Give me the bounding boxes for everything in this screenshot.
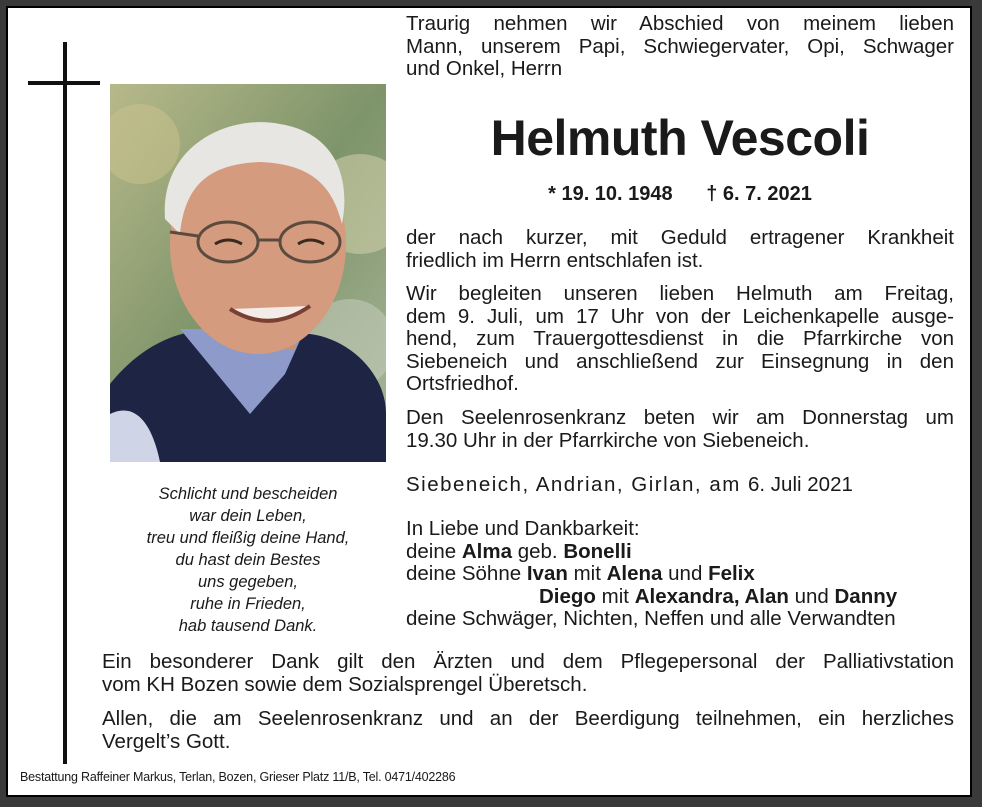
son-name: Diego — [539, 584, 596, 608]
text: deine — [406, 539, 457, 563]
intro-line: Mann, unserem Papi, Schwiegervater, Opi, Schwager — [406, 34, 954, 58]
poem-line: du hast dein Bestes — [175, 551, 321, 569]
text: deine Söhne — [406, 562, 522, 585]
text-line: Siebeneich und anschließend zur Einsegnung in den — [406, 349, 954, 373]
text-line: 19.30 Uhr in der Pfarrkirche von Siebeneich. — [406, 428, 810, 452]
grandchild-name: Danny — [834, 584, 898, 608]
text-line: vom KH Bozen sowie dem Sozialsprengel Überetsch. — [102, 672, 588, 696]
text: geb. — [517, 539, 558, 563]
thanks-paragraph — [102, 708, 954, 753]
date: 6. Juli 2021 — [748, 473, 853, 496]
son-name: Ivan — [526, 562, 568, 585]
relatives-son2 — [406, 586, 954, 609]
portrait-photo — [110, 84, 386, 462]
grandchildren-names: Alexandra, Alan — [634, 584, 789, 608]
text-line: Wir begleiten unseren lieben Helmuth am Freitag, — [406, 282, 954, 305]
relatives-wife — [406, 541, 954, 564]
intro-line: und Onkel, Herrn — [406, 57, 563, 80]
place-date — [406, 474, 954, 497]
maiden-name: Bonelli — [563, 539, 632, 563]
cross-icon — [63, 42, 67, 764]
life-dates — [406, 183, 954, 206]
cross-bar — [28, 81, 100, 85]
poem-line: treu und fleißig deine Hand, — [146, 529, 350, 547]
partner-name: Alena — [606, 562, 663, 585]
funeral-home-footer: Bestattung Raffeiner Markus, Terlan, Bozen, Grieser Platz 11/B, Tel. 0471/402286 — [20, 770, 456, 784]
text: mit — [573, 562, 601, 585]
grandchild-name: Felix — [708, 562, 755, 585]
text-line: Allen, die am Seelenrosenkranz und an der Beerdigung teilnehmen, ein herzliches — [102, 707, 954, 730]
birth-date: * 19. 10. 1948 — [548, 183, 673, 205]
text-line: Ortsfriedhof. — [406, 372, 519, 395]
text-line: dem 9. Juli, um 17 Uhr von der Leichenkapelle ausge- — [406, 304, 954, 328]
text-line: hend, zum Trauergottesdienst in die Pfarrkirche von — [406, 327, 954, 350]
relatives — [406, 518, 954, 631]
deceased-name: Helmuth Vescoli — [490, 110, 870, 166]
death-date: † 6. 7. 2021 — [706, 183, 812, 205]
text-line: friedlich im Herrn entschlafen ist. — [406, 248, 704, 272]
text: mit — [601, 584, 629, 608]
paragraph-funeral — [406, 283, 954, 396]
poem-line: war dein Leben, — [189, 507, 307, 525]
paragraph-rosary — [406, 407, 954, 452]
relatives-heading: In Liebe und Dankbarkeit: — [406, 517, 640, 540]
intro-text — [406, 13, 954, 81]
text-line: Ein besonderer Dank gilt den Ärzten und dem Pflegepersonal der Palliativstation — [102, 650, 954, 673]
relatives-son1 — [406, 563, 954, 586]
place-names: Siebeneich, Andrian, Girlan, am — [406, 473, 741, 496]
paragraph-death — [406, 227, 954, 272]
thanks-paragraph — [102, 651, 954, 696]
text-line: der nach kurzer, mit Geduld ertragener Krankheit — [406, 226, 954, 249]
relatives-others: deine Schwäger, Nichten, Neffen und alle Verwandten — [406, 607, 896, 630]
poem-line: uns gegeben, — [197, 573, 298, 591]
intro-line: Traurig nehmen wir Abschied von meinem lieben — [406, 12, 954, 35]
poem — [110, 483, 386, 637]
text-line: Den Seelenrosenkranz beten wir am Donnerstag um — [406, 406, 954, 429]
poem-line: hab tausend Dank. — [178, 617, 318, 635]
wife-name: Alma — [461, 539, 513, 563]
text: und — [794, 584, 829, 608]
poem-line: ruhe in Frieden, — [190, 595, 306, 613]
text: und — [668, 562, 703, 585]
text-line: Vergelt’s Gott. — [102, 729, 231, 753]
poem-line: Schlicht und bescheiden — [158, 485, 338, 503]
